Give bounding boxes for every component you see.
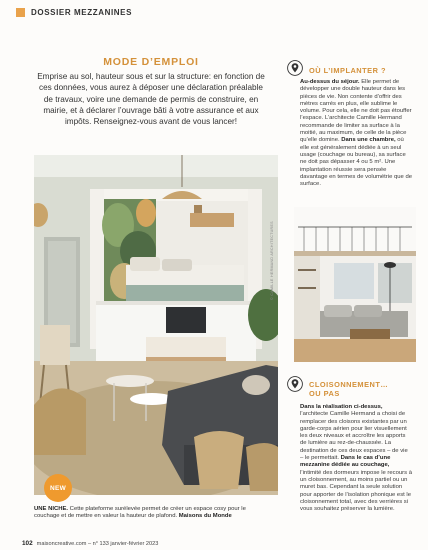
where-lead-1: Au-dessus du séjour. — [300, 79, 360, 85]
page-footer — [22, 540, 158, 547]
partition-title-line-1: CLOISONNEMENT… — [309, 380, 389, 389]
where-text — [300, 79, 412, 188]
location-pin-icon — [287, 376, 303, 392]
section-header — [16, 5, 426, 19]
where-text-2: où elle est généralement dédiée à un seul usage (couchage ou bureau), sa surface ne doit pas dépasser 4 ou 5 m². Une implantation réussie sera pensée davantage en termes de volumétrie que de surface. — [300, 137, 412, 188]
photo-credit: © CAMILLE HERMAND ARCHITECTURES — [270, 221, 274, 300]
mode-emploi-title: MODE D’EMPLOI — [103, 56, 199, 68]
photo-caption — [34, 506, 270, 521]
partition-text-1: l’architecte Camille Hermand a choisi de remplacer des cloisons existantes par un garde-corps aérien pour lier visuellement les deux niveaux et accroître les apports de lumière au rez-de-chaussée. La destination de ces deux espaces – de vie – le permettait. — [300, 411, 408, 462]
caption-text: Cette plateforme surélevée permet de créer un espace cosy pour le couchage et de mettre en valeur la hauteur de plafond. — [34, 506, 246, 520]
caption-brand: Maisons du Monde — [178, 513, 232, 520]
mezzanine-photo — [294, 207, 416, 362]
partition-lead-1: Dans la réalisation ci-dessus, — [300, 404, 383, 410]
where-text-1: Elle permet de développer une double hauteur dans les pièces de vie. Non contente d’offrir des mètres carrés en plus, elle sublime le volume. Pour cela, elle ne doit pas étouffer l’espace. L’architecte Camille Hermand recommande de limiter sa surface à la moitié, au maximum, de celle de la pièce qu’elle domine. — [300, 79, 412, 144]
new-badge: NEW — [44, 474, 72, 502]
caption-lead: UNE NICHE. — [34, 506, 69, 512]
partition-lead-2: Dans le cas d’une mezzanine dédiée au couchage, — [300, 455, 391, 469]
partition-title — [309, 380, 419, 398]
where-title: OÙ L’IMPLANTER ? — [309, 66, 386, 75]
where-lead-2: Dans une chambre, — [341, 137, 396, 144]
main-photo — [34, 155, 278, 495]
section-title: DOSSIER MEZZANINES — [31, 7, 133, 17]
page-number: 102 — [22, 540, 33, 547]
partition-text — [300, 404, 412, 513]
partition-title-line-2: OU PAS — [309, 389, 340, 398]
location-pin-icon — [287, 60, 303, 76]
mode-emploi-text: Emprise au sol, hauteur sous et sur la structure: en fonction de ces données, vous aurez à déposer une déclaration préalable de travaux, voire une demande de permis de construire, en mairie, et à déclarer l’ouvrage bâti à votre assurance et aux impôts. Renseignez-vous avant de vous lancer! — [37, 72, 265, 127]
footer-text: maisoncreative.com – n° 133 janvier-février 2023 — [36, 541, 159, 547]
header-square-icon — [16, 8, 25, 17]
partition-text-2: l’intimité des dormeurs impose le recours à un cloisonnement, au moins partiel ou un muret bas. Cependant la seule solution pour apporter de l’isolation phonique est le cloisonnement total, avec des verrières si vous souhaitez préserver la lumière. — [300, 469, 412, 513]
